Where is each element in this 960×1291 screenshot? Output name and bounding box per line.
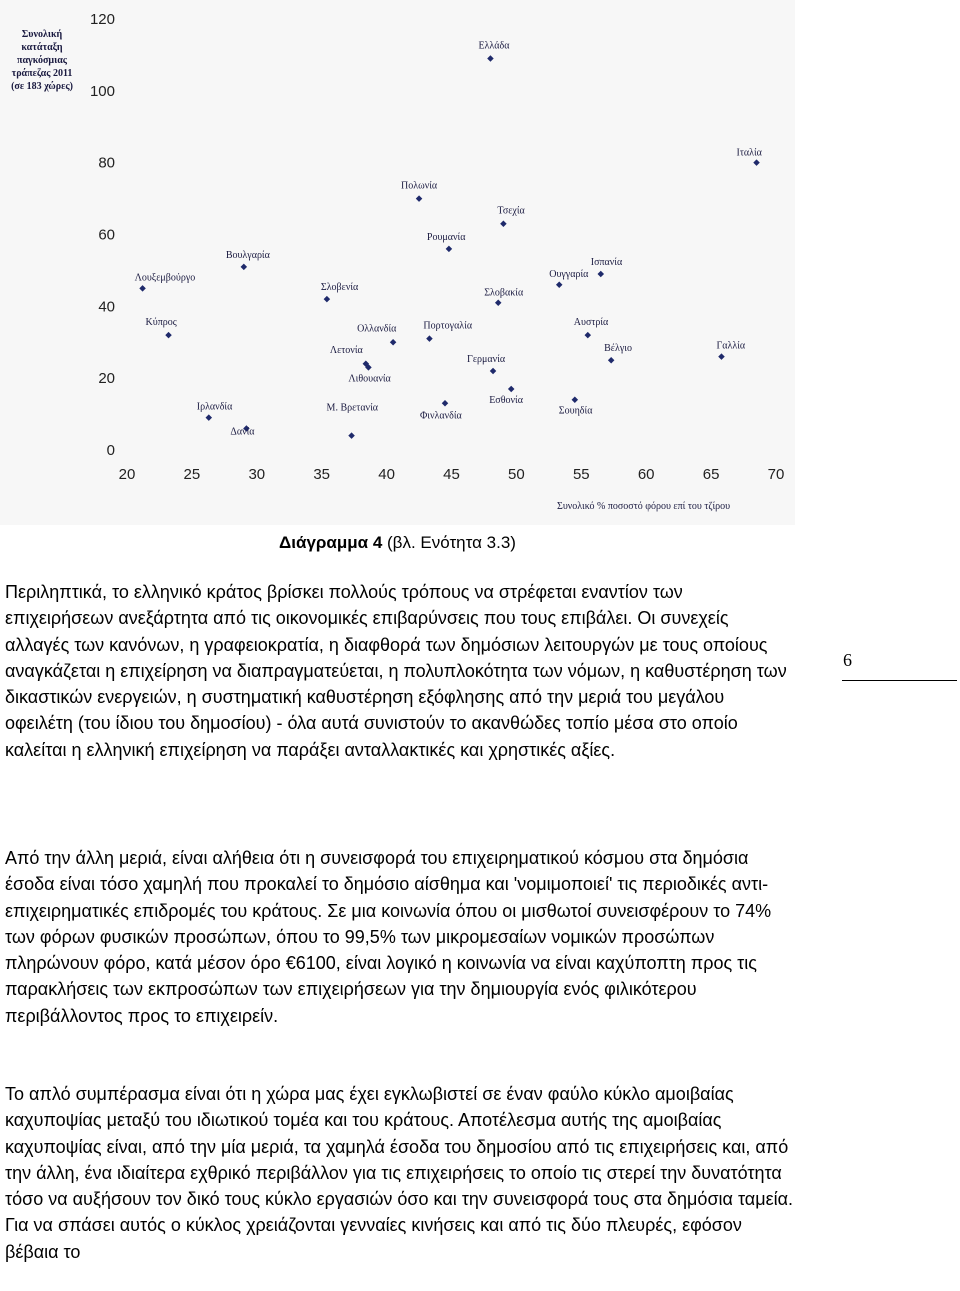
point-label: Σλοβενία: [320, 282, 359, 294]
y-axis-title-line: τράπεζας 2011: [11, 68, 73, 79]
scatter-chart: [0, 0, 795, 525]
data-point: [423, 321, 472, 342]
data-point: [497, 206, 525, 227]
point-label: Τσεχία: [497, 205, 525, 217]
point-marker: [426, 335, 433, 342]
point-label: Εσθονία: [489, 394, 523, 406]
x-tick-label: 25: [183, 466, 201, 483]
point-marker: [324, 296, 331, 303]
point-label: Ιρλανδία: [196, 401, 233, 413]
point-marker: [608, 357, 615, 364]
paragraph-2: Από την άλλη μεριά, είναι αλήθεια ότι η συνεισφορά του επιχειρηματικού κόσμου στα δημόσια έσοδα είναι τόσο χαμηλή που προκαλεί το δημόσιο αίσθημα και 'νομιμοποιεί' τις περιοδικές αντι-επιχειρηματικές επιδρομές του κράτους. Σε μια κοινωνία όπου οι μισθωτοί συνεισφέρουν το 74% των φόρων φυσικών προσώπων, όπου το 99,5% των μικρομεσαίων νομικών προσώπων πληρώνουν φόρο, κατά μέσον όρο €6100, είναι λογικό η κοινωνία να είναι καχύποπτη προς τις παρακλήσεις των εκπροσώπων των επιχειρήσεων για την δημιουργία ενός φιλικότερου περιβάλλοντος προς το επιχειρείν.: [5, 848, 772, 1026]
y-axis-ticks: [90, 11, 115, 459]
y-axis-title-line: κατάταξη: [21, 42, 63, 53]
data-point: [427, 232, 466, 252]
x-tick-label: 20: [118, 466, 136, 483]
data-point: [146, 317, 177, 338]
point-label: Δανία: [230, 426, 255, 438]
y-tick-label: 100: [89, 82, 115, 100]
point-label: Λετονία: [329, 344, 363, 356]
x-tick-label: 70: [767, 466, 785, 483]
y-tick-label: 60: [98, 226, 115, 244]
caption-bold: Διάγραμμα 4: [279, 533, 383, 552]
y-tick-label: 20: [98, 370, 115, 388]
point-marker: [390, 339, 397, 346]
data-point: [401, 181, 438, 202]
y-tick-label: 80: [98, 154, 115, 172]
point-marker: [348, 432, 355, 439]
point-marker: [572, 396, 579, 403]
x-tick-label: 60: [637, 466, 655, 483]
data-point: [467, 354, 506, 374]
x-tick-label: 45: [443, 466, 460, 483]
y-tick-label: 40: [98, 298, 115, 316]
x-axis-title: Συνολικό % ποσοστό φόρου επί του τζίρου: [557, 501, 731, 512]
data-point: [321, 282, 359, 302]
chart-svg: [0, 0, 795, 525]
point-label: Λιθουανία: [348, 373, 391, 385]
point-marker: [139, 285, 146, 292]
data-point: [574, 317, 609, 338]
point-marker: [416, 195, 423, 202]
point-marker: [495, 299, 502, 306]
point-label: Μ. Βρετανία: [326, 402, 379, 414]
point-marker: [598, 271, 605, 278]
point-marker: [718, 353, 725, 360]
y-axis-title: [11, 28, 73, 92]
data-point: [357, 323, 397, 345]
data-points: [135, 41, 763, 439]
data-point: [484, 288, 524, 306]
point-label: Βουλγαρία: [225, 249, 270, 261]
data-point: [737, 148, 763, 166]
y-axis-title-line: Συνολική: [21, 29, 63, 40]
point-marker: [500, 220, 507, 227]
data-point: [330, 345, 369, 367]
data-point: [327, 403, 379, 439]
data-point: [226, 250, 271, 270]
point-marker: [446, 246, 453, 253]
point-label: Ελλάδα: [478, 40, 510, 52]
paragraph-3: Το απλό συμπέρασμα είναι ότι η χώρα μας έχει εγκλωβιστεί σε έναν φαύλο κύκλο αμοιβαίας καχυποψίας μεταξύ του ιδιωτικού τομέα και του κράτους. Αποτέλεσμα αυτής της αμοιβαίας καχυποψίας είναι, από την μία μεριά, τα χαμηλά έσοδα του δημοσίου από τις επιχειρήσεις και, από την άλλη, ένα ιδιαίτερα εχθρικό περιβάλλον για τις επιχειρήσεις το οποίο τις στερεί την δυνατότητα τόσο να αυξήσουν τον δικό τους κύκλο εργασιών όσο και την συνεισφορά τους στα δημόσια ταμεία. Για να σπάσει αυτός ο κύκλος χρειάζονται γενναίες κινήσεις και από τις δύο πλευρές, εφόσον βέβαια το: [5, 1084, 794, 1262]
data-point: [604, 343, 632, 363]
point-marker: [241, 264, 248, 271]
point-label: Αυστρία: [573, 317, 609, 329]
x-tick-label: 55: [572, 466, 590, 483]
y-axis-title-line: παγκόσμιας: [16, 55, 68, 66]
x-tick-label: 50: [508, 466, 525, 483]
y-tick-label: 0: [106, 442, 115, 459]
point-marker: [206, 414, 213, 421]
data-point: [489, 386, 524, 406]
point-label: Πολωνία: [401, 180, 438, 192]
data-point: [478, 41, 510, 62]
point-marker: [753, 159, 760, 166]
data-point: [549, 269, 589, 288]
point-label: Λουξεμβούργο: [134, 272, 196, 284]
x-tick-label: 35: [313, 466, 331, 483]
point-label: Ισπανία: [590, 257, 623, 269]
point-marker: [487, 55, 494, 62]
x-tick-label: 30: [248, 466, 266, 483]
point-label: Ολλανδία: [357, 323, 397, 335]
point-label: Ρουμανία: [426, 231, 466, 243]
data-point: [716, 341, 745, 360]
point-label: Φινλανδία: [420, 410, 462, 422]
point-label: Σλοβακία: [484, 287, 524, 299]
y-tick-label: 120: [89, 11, 115, 28]
point-label: Σουηδία: [558, 405, 593, 417]
x-axis-ticks: [119, 466, 785, 483]
data-point: [420, 400, 463, 421]
x-tick-label: 40: [378, 466, 395, 483]
point-label: Βέλγιο: [604, 343, 632, 355]
data-point: [230, 425, 255, 437]
point-marker: [556, 282, 563, 289]
point-label: Ιταλία: [736, 147, 762, 159]
point-marker: [585, 332, 592, 339]
figure-caption: [0, 533, 795, 553]
data-point: [197, 402, 233, 421]
point-label: Κύπρος: [145, 317, 177, 329]
data-point: [135, 272, 196, 291]
point-marker: [508, 386, 515, 393]
data-point: [591, 257, 623, 277]
page-number: 6: [843, 650, 852, 670]
point-marker: [442, 400, 449, 407]
page-number-rule: [842, 680, 957, 681]
caption-rest: (βλ. Ενότητα 3.3): [382, 533, 516, 552]
data-point: [348, 364, 391, 384]
paragraph-1: Περιληπτικά, το ελληνικό κράτος βρίσκει πολλούς τρόπους να στρέφεται εναντίον των επιχειρήσεων ανεξάρτητα από τις οικονομικές επιβαρύνσεις που τους επιβάλει. Οι συνεχείς αλλαγές των κανόνων, η γραφειοκρατία, η διαφθορά των δημόσιων λειτουργών με τους οποίους αναγκάζεται η επιχείρηση να διαπραγματεύεται, η πολυπλοκότητα των νόμων, η καθυστέρηση των δικαστικών ενεργειών, η συστηματική καθυστέρηση εξόφλησης από την μεριά του μεγάλου οφειλέτη (του ίδιου του δημοσίου) - όλα αυτά συνιστούν το ακανθώδες τοπίο μέσα στο οποίο καλείται η ελληνική επιχείρηση να παράξει ανταλλακτικές και χρηστικές αξίες.: [5, 582, 787, 760]
point-marker: [165, 332, 172, 339]
point-label: Πορτογαλία: [423, 320, 473, 332]
point-label: Γαλλία: [716, 340, 746, 352]
point-marker: [490, 368, 497, 375]
data-point: [559, 396, 593, 416]
point-label: Γερμανία: [467, 353, 506, 365]
y-axis-title-line: (σε 183 χώρες): [11, 81, 73, 92]
point-label: Ουγγαρία: [549, 268, 589, 280]
x-tick-label: 65: [702, 466, 720, 483]
